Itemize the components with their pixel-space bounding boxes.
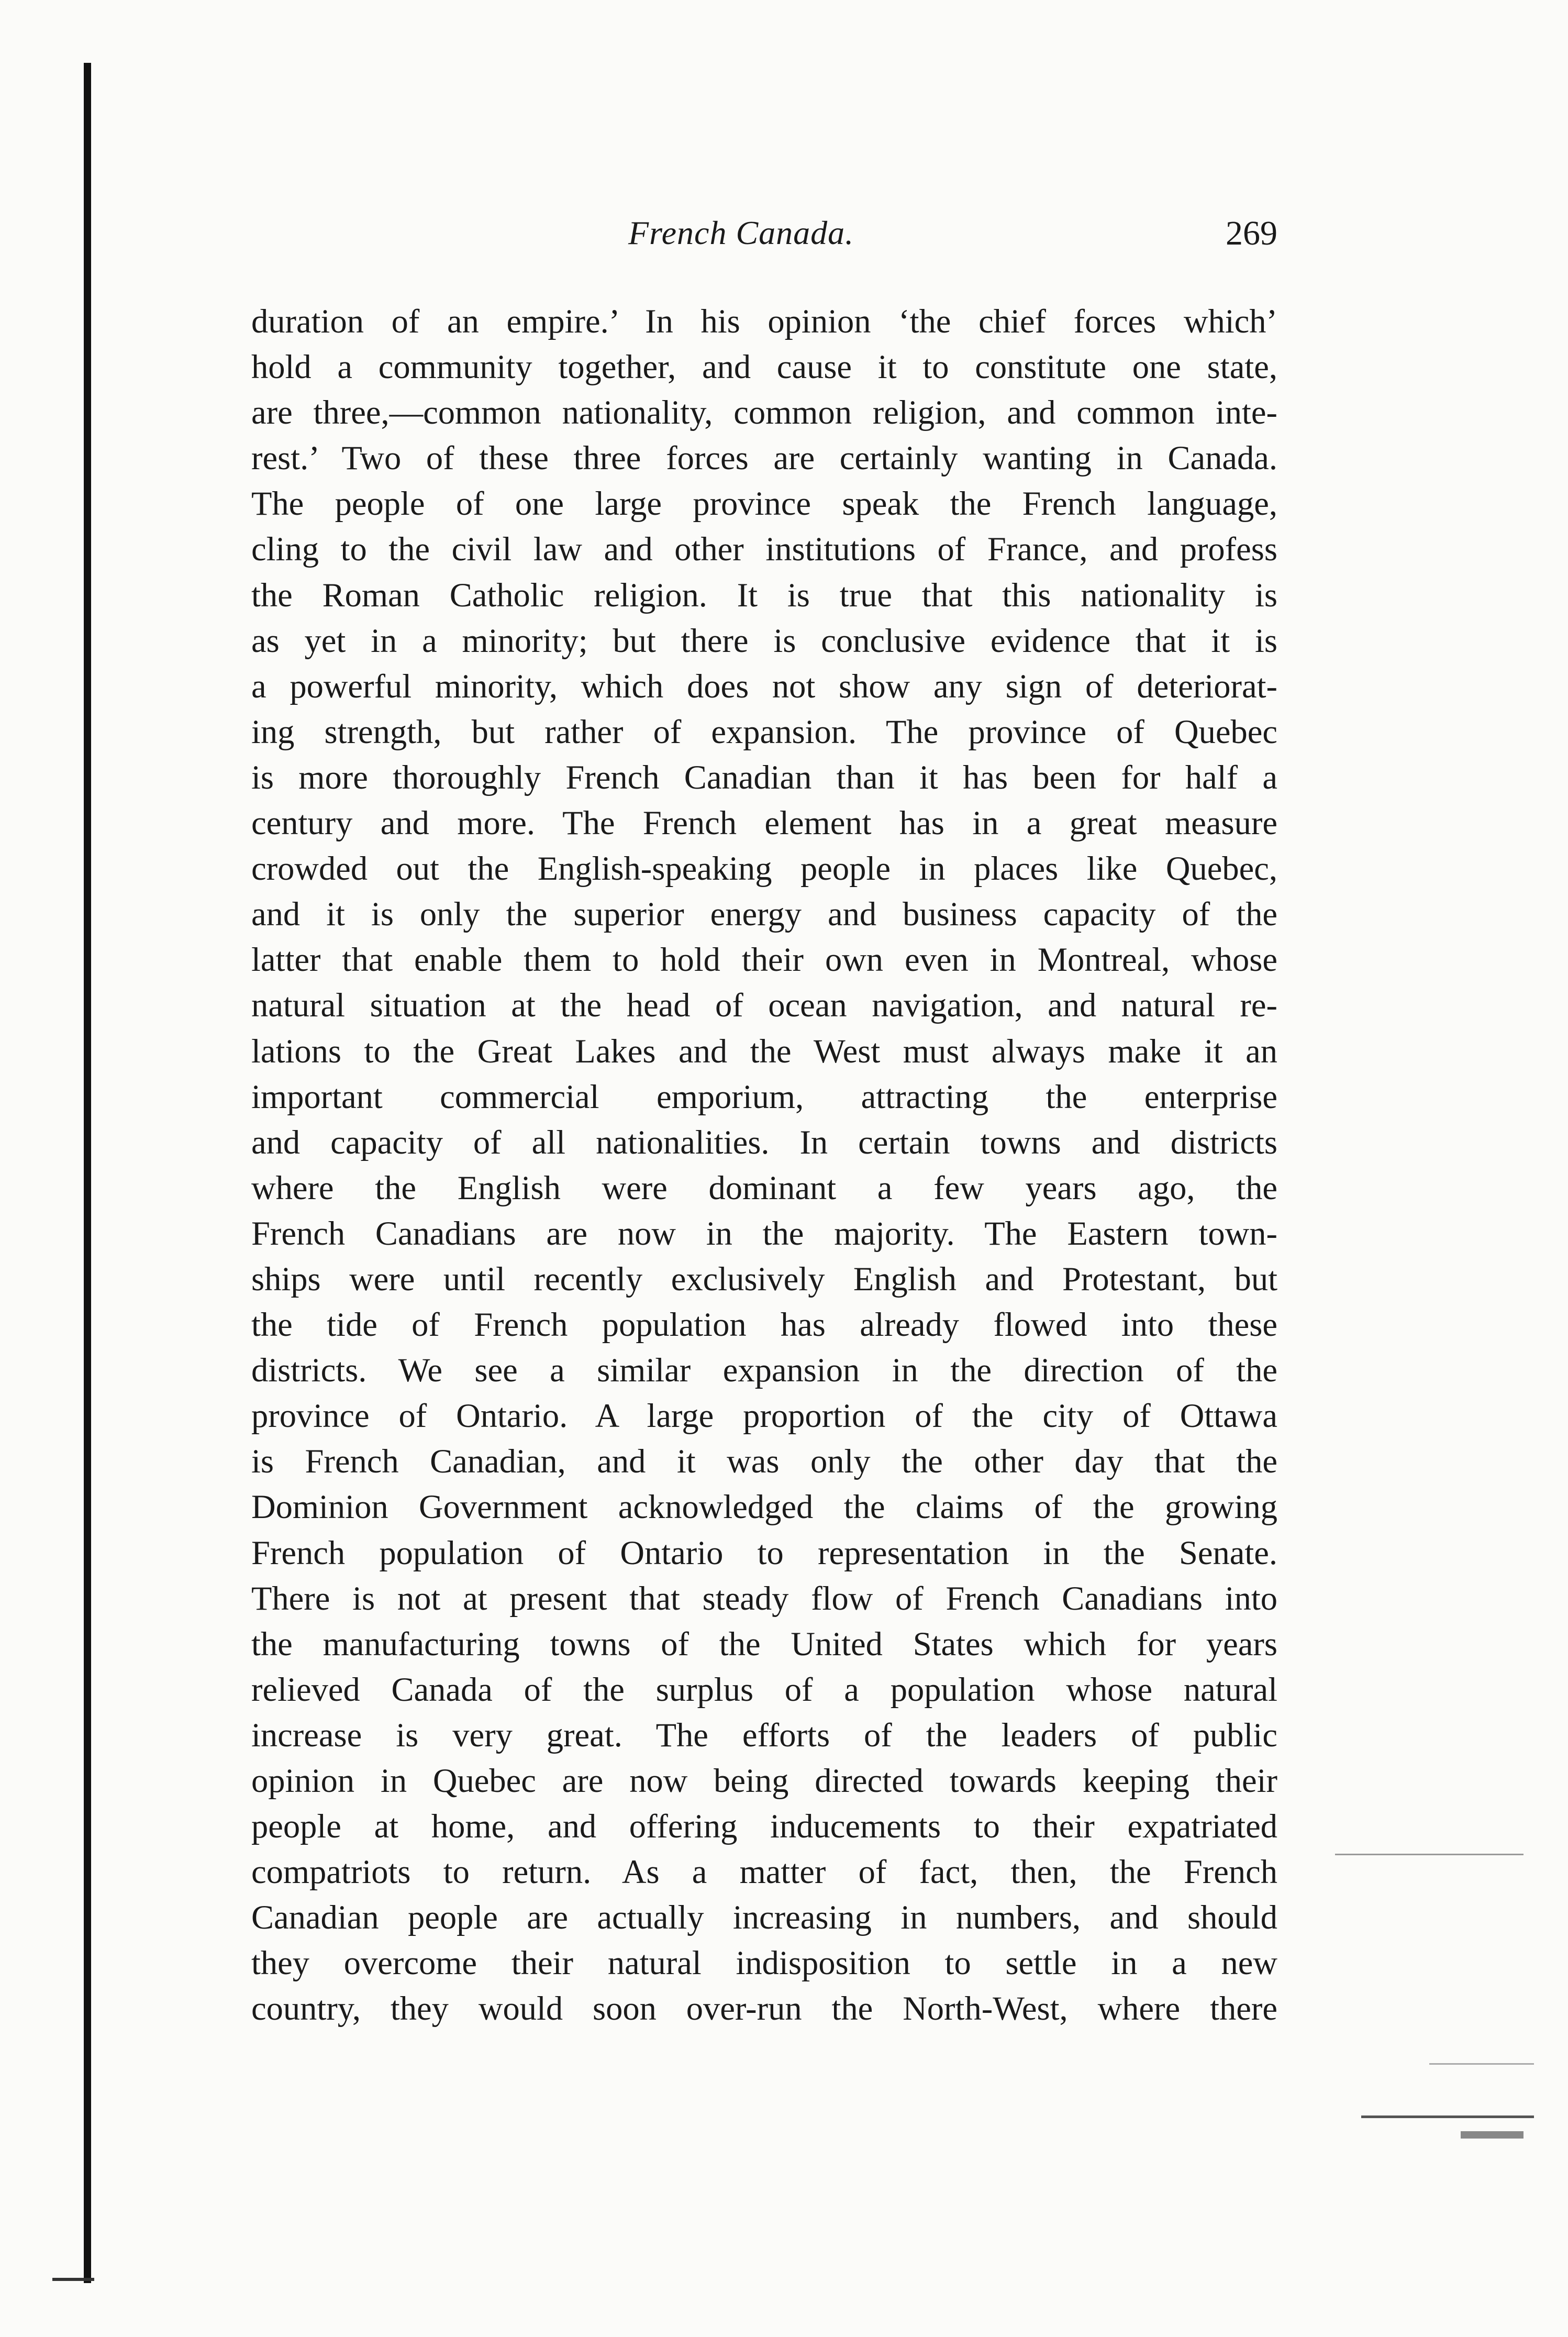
text-line: province of Ontario. A large proportion of the city of Ottawa xyxy=(251,1397,1277,1435)
text-line: is more thoroughly French Canadian than it has been for half a xyxy=(251,758,1277,796)
page-header xyxy=(251,214,1277,271)
scan-dash xyxy=(1335,1854,1523,1855)
text-line: the manufacturing towns of the United States which for years xyxy=(251,1625,1277,1663)
text-line: duration of an empire.’ In his opinion ‘the chief forces which’ xyxy=(251,303,1277,340)
scan-dash xyxy=(1461,2131,1523,2139)
binding-edge-foot xyxy=(52,2278,94,2281)
text-line: relieved Canada of the surplus of a population whose natural xyxy=(251,1670,1277,1708)
text-line: and it is only the superior energy and business capacity of the xyxy=(251,895,1277,933)
text-line: There is not at present that steady flow of French Canadians into xyxy=(251,1579,1277,1617)
text-line: increase is very great. The efforts of the leaders of public xyxy=(251,1716,1277,1754)
text-line: latter that enable them to hold their own even in Montreal, whose xyxy=(251,941,1277,979)
body-paragraph xyxy=(251,298,1277,2032)
text-line: lations to the Great Lakes and the West must always make it an xyxy=(251,1032,1277,1070)
text-line: hold a community together, and cause it to constitute one state, xyxy=(251,348,1277,386)
scan-dash xyxy=(1429,2063,1534,2065)
text-line: opinion in Quebec are now being directed towards keeping their xyxy=(251,1762,1277,1799)
text-line: ing strength, but rather of expansion. The province of Quebec xyxy=(251,713,1277,750)
scan-dash xyxy=(1361,2116,1534,2118)
text-line: people at home, and offering inducements to their expatriated xyxy=(251,1808,1277,1845)
text-line: Dominion Government acknowledged the claims of the growing xyxy=(251,1488,1277,1526)
binding-edge xyxy=(84,63,91,2283)
text-line: are three,—common nationality, common religion, and common inte- xyxy=(251,394,1277,431)
text-line: and capacity of all nationalities. In certain towns and districts xyxy=(251,1123,1277,1161)
text-line: crowded out the English-speaking people in places like Quebec, xyxy=(251,850,1277,888)
text-line: Canadian people are actually increasing in numbers, and should xyxy=(251,1899,1277,1936)
text-line: the Roman Catholic religion. It is true that this nationality is xyxy=(251,576,1277,614)
text-line: cling to the civil law and other institutions of France, and profess xyxy=(251,530,1277,568)
running-title: French Canada. xyxy=(628,214,854,251)
text-line: important commercial emporium, attracting the enterprise xyxy=(251,1078,1277,1115)
text-line: the tide of French population has already flowed into these xyxy=(251,1306,1277,1344)
text-line: they overcome their natural indisposition to settle in a new xyxy=(251,1944,1277,1982)
text-line: century and more. The French element has in a great measure xyxy=(251,804,1277,842)
text-line: natural situation at the head of ocean navigation, and natural re- xyxy=(251,987,1277,1024)
text-line: French population of Ontario to representation in the Senate. xyxy=(251,1534,1277,1571)
text-line: is French Canadian, and it was only the other day that the xyxy=(251,1443,1277,1480)
text-line: country, they would soon over-run the North-West, where there xyxy=(251,1990,1277,2028)
text-line: rest.’ Two of these three forces are certainly wanting in Canada. xyxy=(251,439,1277,477)
page-number: 269 xyxy=(1226,214,1277,252)
text-line: compatriots to return. As a matter of fact, then, the French xyxy=(251,1853,1277,1891)
margin-scan-artifacts xyxy=(1325,1854,1544,2262)
text-line: The people of one large province speak the French language, xyxy=(251,485,1277,523)
text-line: where the English were dominant a few years ago, the xyxy=(251,1169,1277,1206)
text-line: ships were until recently exclusively English and Protestant, but xyxy=(251,1260,1277,1298)
text-line: as yet in a minority; but there is conclusive evidence that it is xyxy=(251,622,1277,659)
text-line: districts. We see a similar expansion in the direction of the xyxy=(251,1352,1277,1389)
text-line: a powerful minority, which does not show any sign of deteriorat- xyxy=(251,667,1277,705)
text-line: French Canadians are now in the majority. The Eastern town- xyxy=(251,1214,1277,1252)
